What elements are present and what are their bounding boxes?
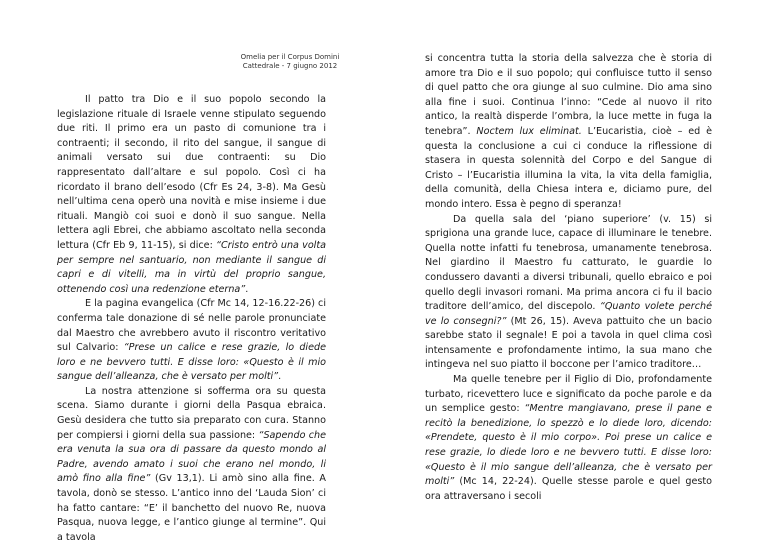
body-text: E la pagina evangelica (Cfr Mc 14, 12-16.22-26) ci conferma tale donazione di sé nelle parole pronunciate dal Maestro che avrebbero avuto il riscontro veritativo sul Calvario:: [57, 298, 326, 354]
body-text: L’Eucaristia, cioè – ed è questa la conclusione a cui ci conduce la riflessione di stasera in questa solennità del Corpo e del Sangue di Cristo – l’Eucaristia illumina la vita, la vita della famiglia, della comunità, della Chiesa intera e, diciamo pure, del mondo intero. Essa è pegno di speranza!: [425, 125, 712, 210]
paragraph: [425, 52, 712, 213]
body-text: (Gv 13,1). Li amò sino alla fine. A tavola, donò se stesso. L’antico inno del ‘Lauda Sion’ ci ha fatto cantare: “E’ il banchetto del nuovo Re, nuova Pasqua, nuova legge, e l’antico giunge al termine”. Qui a tavola: [57, 473, 326, 543]
quotation-text: “Mentre mangiavano, prese il pane e recitò la benedizione, lo spezzò e lo diede loro, dicendo: «Prendete, questo è il mio corpo». Poi prese un calice e rese grazie, lo diede loro e ne bevvero tutti. E disse loro: «Questo è il mio sangue dell’alleanza, che è versato per molti”: [425, 403, 712, 488]
body-text: Da quella sala del ‘piano superiore’ (v. 15) si sprigiona una grande luce, capace di illuminare le tenebre. Quella notte infatti fu tenebrosa, umanamente tenebrosa. Nel giardino il Maestro fu catturato, le guardie lo condussero davanti a diversi tribunali, quello ebraico e poi quello degli invasori romani. Ma prima ancora ci fu il bacio traditore dell’amico, del discepolo.: [425, 213, 712, 313]
paragraph: [425, 213, 712, 374]
quotation-text: Noctem lux eliminat.: [476, 125, 582, 137]
header-title: Omelia per il Corpus Domini: [240, 53, 340, 61]
body-text: Il patto tra Dio e il suo popolo secondo la legislazione rituale di Israele venne stipulato seguendo due riti. Il primo era un pasto di comunione tra i contraenti; il secondo, il rito del sangue, il sangue di animali versato sui due contraenti: su Dio rappresentato dall’altare e sul popolo. Così ci ha ricordato il brano dell’esodo (Cfr Es 24, 3-8). Ma Gesù nell’ultima cena operò una novità e mise insieme i due rituali. Mangiò coi suoi e donò il suo sangue. Nella lettera agli Ebrei, che abbiamo ascoltato nella seconda lettura (Cfr Eb 9, 11-15), si dice:: [57, 94, 326, 251]
body-text: Ma quelle tenebre per il Figlio di Dio, profondamente turbato, ricevettero luce e significato da poche parole e da un semplice gesto:: [425, 374, 712, 415]
left-column-text: [57, 93, 326, 545]
body-text: .: [245, 283, 249, 295]
body-text: si concentra tutta la storia della salvezza che è storia di amore tra Dio e il suo popolo; qui confluisce tutto il senso di quel patto che ora giunge al suo culmine. Dio ama sino alla fine i suoi. Continua l’inno: “Cede al nuovo il rito antico, la realtà disperde l’ombra, la luce mette in fuga la tenebra”.: [425, 53, 712, 137]
paragraph: [57, 385, 326, 545]
paragraph: [425, 373, 712, 504]
quotation-text: “Prese un calice e rese grazie, lo diede loro e ne bevvero tutti. E disse loro: «Questo è il mio sangue dell’alleanza, che è versato per molti”: [57, 342, 326, 383]
body-text: La nostra attenzione si sofferma ora su questa scena. Siamo durante i giorni della Pasqua ebraica. Gesù desidera che tutto sia preparato con cura. Stanno per compiersi i giorni della sua passione:: [57, 385, 326, 441]
page-header: [215, 53, 365, 71]
right-column-text: [425, 52, 712, 504]
quotation-text: “Cristo entrò una volta per sempre nel santuario, non mediante il sangue di capri e di vitelli, ma in virtù del proprio sangue, ottenendo così una redenzione eterna”: [57, 239, 326, 295]
left-page: [0, 0, 384, 543]
header-date: Cattedrale - 7 giugno 2012: [242, 62, 338, 70]
body-text: (Mt 26, 15). Aveva pattuito che un bacio sarebbe stato il segnale! E poi a tavola in quel clima così intensamente e profondamente intimo, la sua mano che intingeva nel suo piatto il boccone per l’amico traditore…: [425, 315, 712, 371]
paragraph: [57, 297, 326, 385]
quotation-text: “Quanto volete perché ve lo consegni?”: [425, 301, 713, 327]
body-text: .: [278, 371, 282, 383]
body-text: (Mc 14, 22-24). Quelle stesse parole e quel gesto ora attraversano i secoli: [425, 476, 712, 502]
paragraph: [57, 93, 326, 297]
quotation-text: “Sapendo che era venuta la sua ora di passare da questo mondo al Padre, avendo amato i suoi che erano nel mondo, li amò fino alla fine”: [57, 429, 326, 485]
right-page: [384, 0, 768, 543]
